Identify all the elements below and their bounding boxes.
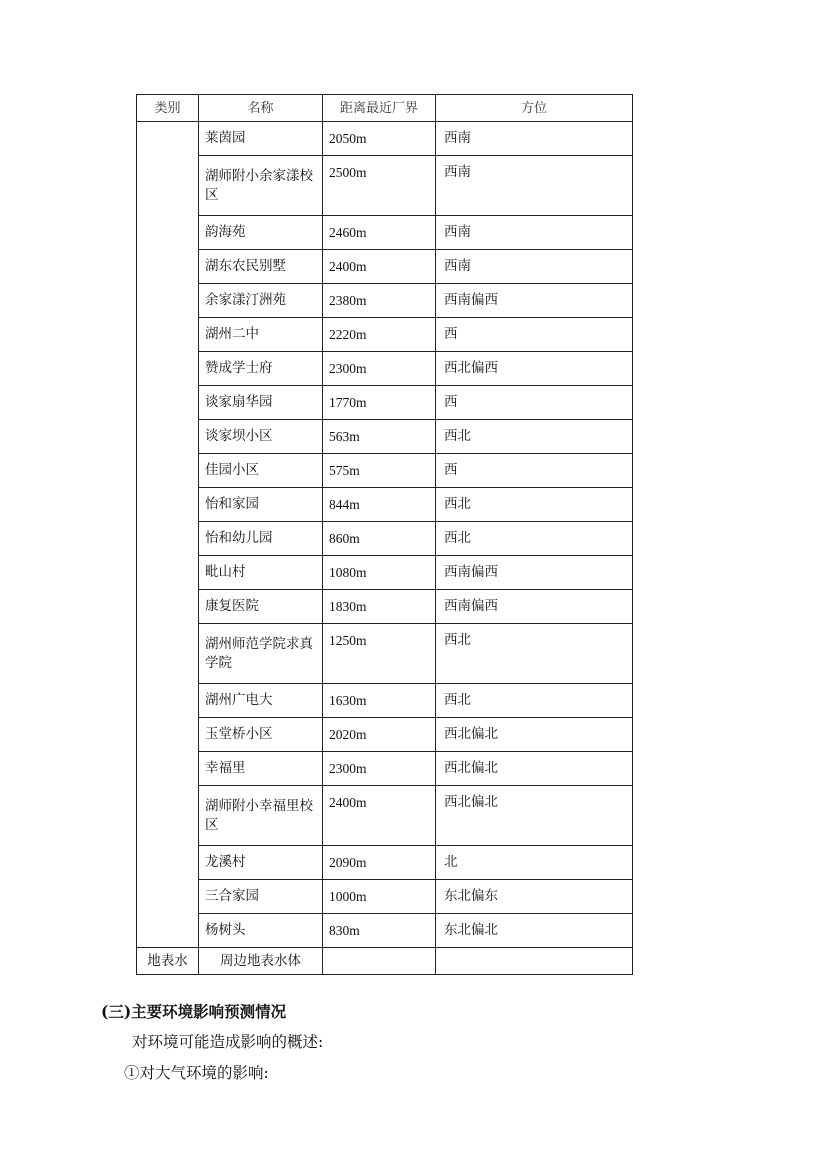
row-direction: 西南 xyxy=(436,156,633,216)
row-direction: 东北偏东 xyxy=(436,880,633,914)
table-row xyxy=(137,250,633,284)
row-direction: 西北偏北 xyxy=(436,718,633,752)
row-name: 毗山村 xyxy=(199,556,323,590)
row-direction: 西北 xyxy=(436,420,633,454)
table-row xyxy=(137,284,633,318)
row-direction: 西北 xyxy=(436,488,633,522)
table-row xyxy=(137,488,633,522)
table-row xyxy=(137,522,633,556)
row-distance: 563m xyxy=(323,420,436,454)
row-distance: 575m xyxy=(323,454,436,488)
row-distance: 2300m xyxy=(323,752,436,786)
table-row xyxy=(137,786,633,846)
table-row xyxy=(137,122,633,156)
header-category: 类别 xyxy=(137,95,199,122)
row-name: 韵海苑 xyxy=(199,216,323,250)
table-row xyxy=(137,880,633,914)
row-name: 玉堂桥小区 xyxy=(199,718,323,752)
table-row xyxy=(137,386,633,420)
category-surface-water: 地表水 xyxy=(137,948,199,975)
row-direction: 西 xyxy=(436,454,633,488)
table-row xyxy=(137,454,633,488)
row-distance: 2020m xyxy=(323,718,436,752)
paragraph-overview: 对环境可能造成影响的概述: xyxy=(132,1033,324,1051)
row-distance: 2220m xyxy=(323,318,436,352)
row-distance xyxy=(323,948,436,975)
paragraph-air-impact: ①对大气环境的影响: xyxy=(124,1064,269,1082)
sensitive-targets-table xyxy=(136,94,633,975)
row-name: 湖州师范学院求真学院 xyxy=(199,624,323,684)
row-name: 湖东农民别墅 xyxy=(199,250,323,284)
row-direction: 西北 xyxy=(436,684,633,718)
row-name: 幸福里 xyxy=(199,752,323,786)
table-row xyxy=(137,684,633,718)
row-distance: 2400m xyxy=(323,786,436,846)
row-name: 赞成学士府 xyxy=(199,352,323,386)
row-name: 莱茵园 xyxy=(199,122,323,156)
table-row xyxy=(137,318,633,352)
table-row-surface-water xyxy=(137,948,633,975)
row-direction: 西 xyxy=(436,318,633,352)
table-row xyxy=(137,420,633,454)
row-distance: 830m xyxy=(323,914,436,948)
row-name: 谈家坝小区 xyxy=(199,420,323,454)
row-name: 湖师附小幸福里校区 xyxy=(199,786,323,846)
row-distance: 2300m xyxy=(323,352,436,386)
row-direction: 西南偏西 xyxy=(436,556,633,590)
row-direction: 西南 xyxy=(436,250,633,284)
row-name: 怡和幼儿园 xyxy=(199,522,323,556)
row-distance: 1830m xyxy=(323,590,436,624)
header-distance: 距离最近厂界 xyxy=(323,95,436,122)
table-row xyxy=(137,914,633,948)
row-name: 康复医院 xyxy=(199,590,323,624)
table-row xyxy=(137,156,633,216)
table-row xyxy=(137,846,633,880)
row-direction: 西 xyxy=(436,386,633,420)
row-direction xyxy=(436,948,633,975)
row-name: 佳园小区 xyxy=(199,454,323,488)
row-direction: 东北偏北 xyxy=(436,914,633,948)
table-row xyxy=(137,718,633,752)
row-distance: 2380m xyxy=(323,284,436,318)
row-distance: 1630m xyxy=(323,684,436,718)
row-name: 湖师附小余家漾校区 xyxy=(199,156,323,216)
row-direction: 西南偏西 xyxy=(436,590,633,624)
table-header-row xyxy=(137,95,633,122)
row-name: 周边地表水体 xyxy=(199,948,323,975)
table-row xyxy=(137,216,633,250)
row-distance: 2090m xyxy=(323,846,436,880)
section-heading: (三)主要环境影响预测情况 xyxy=(101,1002,287,1021)
table-row xyxy=(137,556,633,590)
header-name: 名称 xyxy=(199,95,323,122)
row-distance: 1250m xyxy=(323,624,436,684)
row-distance: 2460m xyxy=(323,216,436,250)
row-direction: 西北偏北 xyxy=(436,752,633,786)
row-distance: 1770m xyxy=(323,386,436,420)
row-name: 谈家扇华园 xyxy=(199,386,323,420)
row-distance: 2050m xyxy=(323,122,436,156)
row-name: 三合家园 xyxy=(199,880,323,914)
row-name: 杨树头 xyxy=(199,914,323,948)
row-name: 怡和家园 xyxy=(199,488,323,522)
row-direction: 西北偏西 xyxy=(436,352,633,386)
header-direction: 方位 xyxy=(436,95,633,122)
row-distance: 1000m xyxy=(323,880,436,914)
row-direction: 西北 xyxy=(436,624,633,684)
row-distance: 1080m xyxy=(323,556,436,590)
table-row xyxy=(137,590,633,624)
row-direction: 西南 xyxy=(436,216,633,250)
row-distance: 2500m xyxy=(323,156,436,216)
row-name: 龙溪村 xyxy=(199,846,323,880)
row-direction: 西南偏西 xyxy=(436,284,633,318)
row-direction: 西南 xyxy=(436,122,633,156)
row-distance: 860m xyxy=(323,522,436,556)
table-row xyxy=(137,752,633,786)
row-name: 余家漾汀洲苑 xyxy=(199,284,323,318)
row-name: 湖州广电大 xyxy=(199,684,323,718)
table-row xyxy=(137,624,633,684)
row-name: 湖州二中 xyxy=(199,318,323,352)
row-distance: 844m xyxy=(323,488,436,522)
row-direction: 西北偏北 xyxy=(436,786,633,846)
row-distance: 2400m xyxy=(323,250,436,284)
category-cell-empty xyxy=(137,122,199,948)
row-direction: 北 xyxy=(436,846,633,880)
row-direction: 西北 xyxy=(436,522,633,556)
table-row xyxy=(137,352,633,386)
